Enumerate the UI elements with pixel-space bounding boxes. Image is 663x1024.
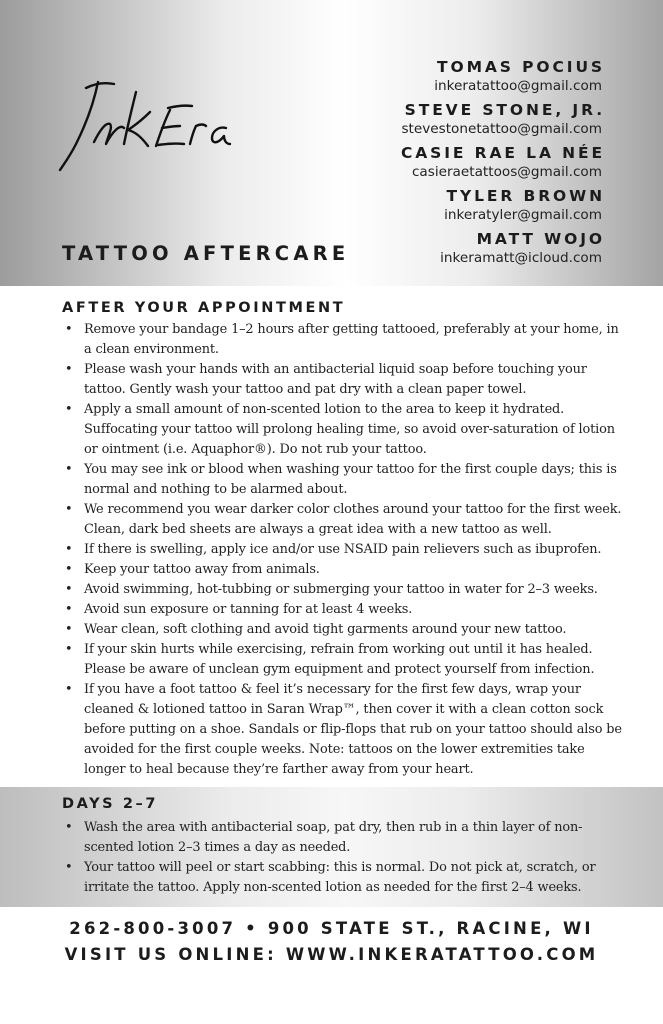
page-title: TATTOO AFTERCARE xyxy=(62,242,350,265)
list-item: • Your tattoo will peel or start scabbing: this is normal. Do not pick at, scratch, or irritate the tattoo. Apply non-scented lotion as needed for the first 2–4 weeks. xyxy=(64,858,624,898)
artist-entry xyxy=(401,187,605,230)
list-item: • Wash the area with antibacterial soap, pat dry, then rub in a thin layer of non-scented lotion 2–3 times a day as needed. xyxy=(64,818,624,858)
list-item: • Remove your bandage 1–2 hours after getting tattooed, preferably at your home, in a clean environment. xyxy=(64,320,624,360)
artist-name: MATT WOJO xyxy=(476,230,605,248)
list-item: • Please wash your hands with an antibacterial liquid soap before touching your tattoo. Gently wash your tattoo and pat dry with a clean paper towel. xyxy=(64,360,624,400)
artist-name: TOMAS POCIUS xyxy=(437,58,605,76)
artist-email: inkeratyler@gmail.com xyxy=(444,207,602,223)
list-item: • We recommend you wear darker color clothes around your tattoo for the first week. Clean, dark bed sheets are always a great idea with a new tattoo as well. xyxy=(64,500,624,540)
list-item: • If you have a foot tattoo & feel it’s necessary for the first few days, wrap your cleaned & lotioned tattoo in Saran Wrap™, then cover it with a clean cotton sock before putting on a shoe. Sandals or flip-flops that rub on your tattoo should also be avoided for the first couple weeks. Note: tattoos on the lower extremities take longer to heal because they’re farther away from your heart. xyxy=(64,680,624,780)
days-list xyxy=(64,818,624,898)
logo-script-mark xyxy=(58,72,258,202)
list-item: • If there is swelling, apply ice and/or use NSAID pain relievers such as ibuprofen. xyxy=(64,540,624,560)
artist-entry xyxy=(401,230,605,273)
list-item: • Apply a small amount of non-scented lotion to the area to keep it hydrated. Suffocating your tattoo will prolong healing time, so avoid over-saturation of lotion or ointment (i.e. Aquaphor®). Do not rub your tattoo. xyxy=(64,400,624,460)
list-item: • Keep your tattoo away from animals. xyxy=(64,560,624,580)
footer-contact: 262-800-3007 • 900 STATE ST., RACINE, WI xyxy=(69,919,594,938)
footer-website: VISIT US ONLINE: WWW.INKERATATTOO.COM xyxy=(64,945,599,964)
artist-email: inkeratattoo@gmail.com xyxy=(434,78,602,94)
header-band xyxy=(0,0,663,286)
ink-era-logo xyxy=(58,72,258,202)
days-heading: DAYS 2–7 xyxy=(62,796,159,812)
list-item: • Avoid sun exposure or tanning for at least 4 weeks. xyxy=(64,600,624,620)
artist-entry xyxy=(401,58,605,101)
artist-name: CASIE RAE LA NÉE xyxy=(400,144,605,162)
artist-entry xyxy=(400,144,605,187)
list-item: • Wear clean, soft clothing and avoid tight garments around your new tattoo. xyxy=(64,620,624,640)
artist-name: TYLER BROWN xyxy=(446,187,605,205)
artist-email: stevestonetattoo@gmail.com xyxy=(401,121,602,137)
list-item: • You may see ink or blood when washing your tattoo for the first couple days; this is normal and nothing to be alarmed about. xyxy=(64,460,624,500)
artist-email: casieraetattoos@gmail.com xyxy=(411,164,602,180)
after-appointment-list xyxy=(64,320,624,780)
after-appointment-heading: AFTER YOUR APPOINTMENT xyxy=(62,300,346,316)
artist-list xyxy=(400,58,605,273)
list-item: • If your skin hurts while exercising, refrain from working out until it has healed. Please be aware of unclean gym equipment and protect yourself from infection. xyxy=(64,640,624,680)
list-item: • Avoid swimming, hot-tubbing or submerging your tattoo in water for 2–3 weeks. xyxy=(64,580,624,600)
artist-name: STEVE STONE, JR. xyxy=(404,101,605,119)
artist-entry xyxy=(401,101,605,144)
artist-email: inkeramatt@icloud.com xyxy=(440,250,602,266)
